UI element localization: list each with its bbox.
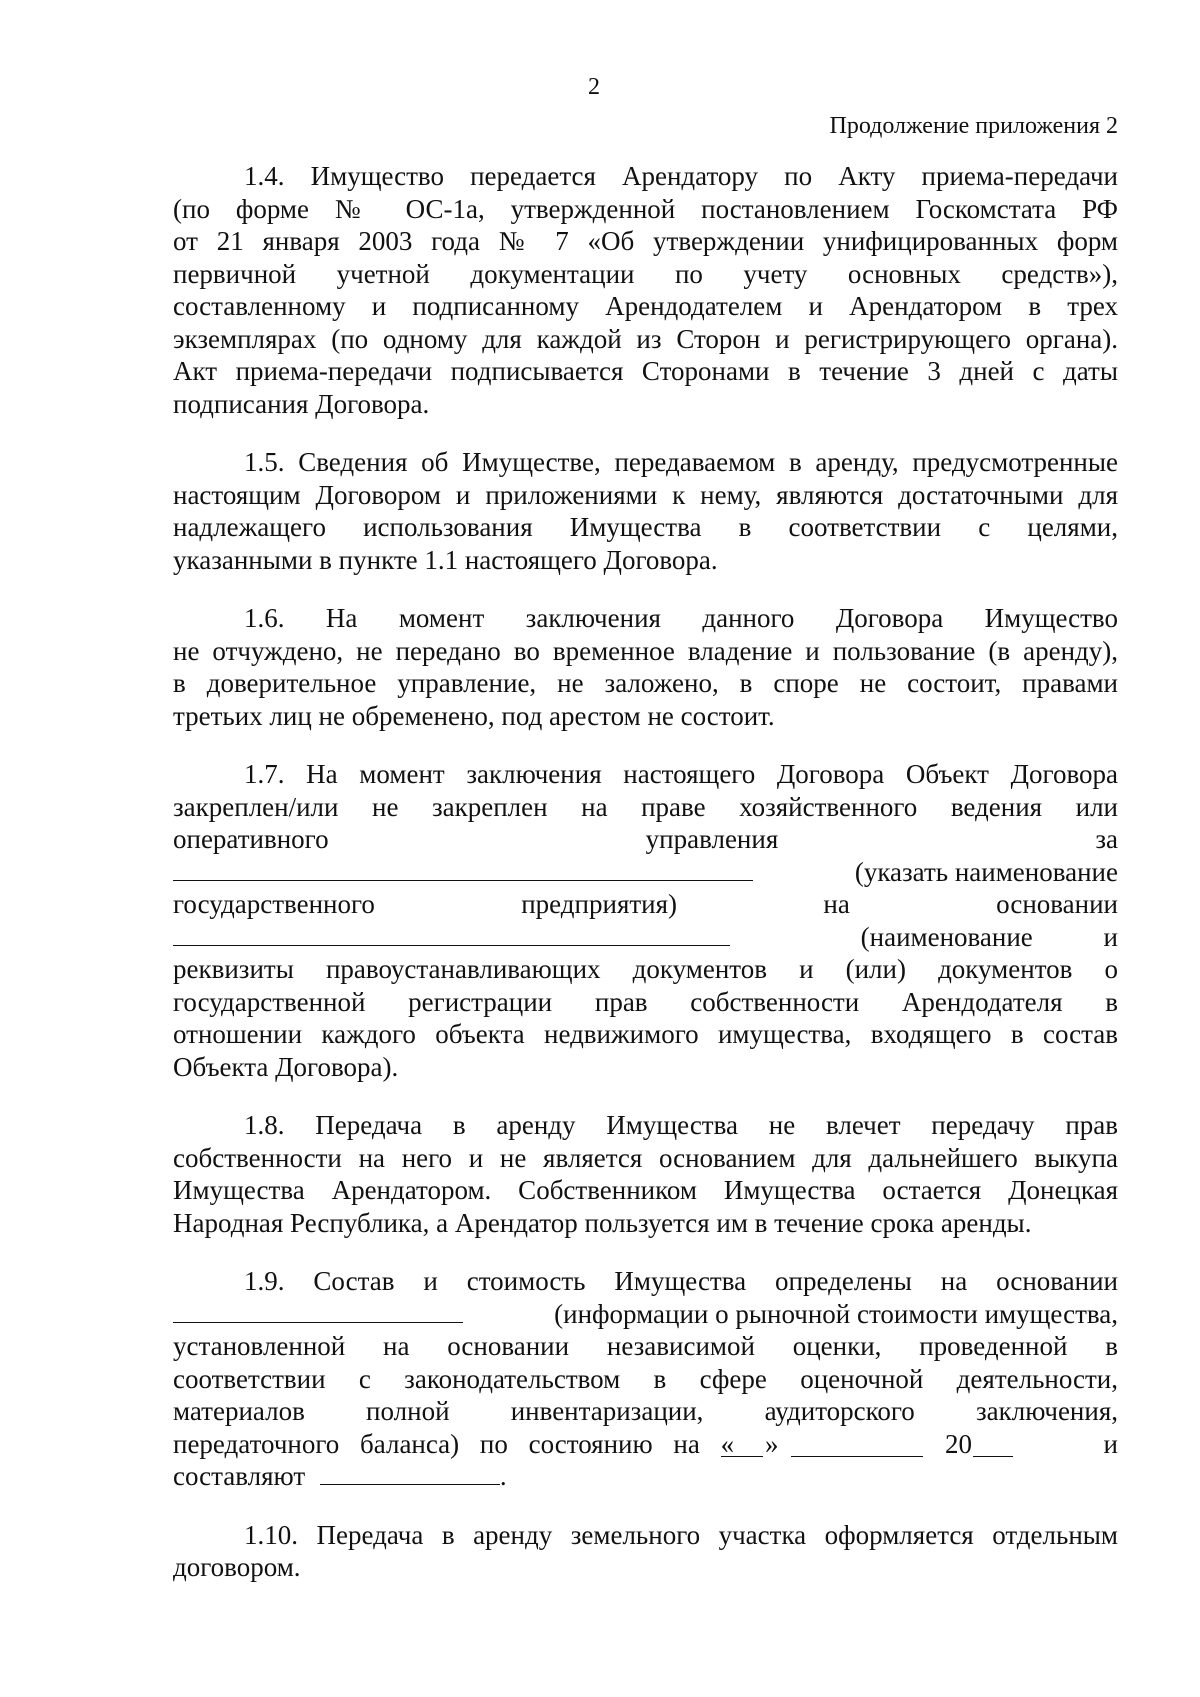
clause-text: (наименование и — [860, 921, 1118, 952]
clause-line: составленному и подписанному Арендодателем и Арендатором в трех — [173, 291, 1118, 321]
clause-line: отношении каждого объекта недвижимого имущества, входящего в состав — [173, 1019, 1118, 1049]
clause-text: » — [765, 1428, 779, 1459]
document-body — [173, 160, 1118, 1610]
clause-line: третьих лиц не обременено, под арестом не состоит. — [173, 700, 775, 731]
clause-text: (указать наименование — [854, 856, 1118, 887]
clause-line: первичной учетной документации по учету основных средств»), — [173, 258, 1118, 289]
fill-in-blank-amount — [320, 1460, 500, 1485]
clause-line: 1.10. Передача в аренду земельного участка оформляется отдельным — [244, 1519, 1118, 1550]
clause-line: собственности на него и не является основанием для дальнейшего выкупа — [173, 1142, 1118, 1173]
clause-line: Объекта Договора). — [173, 1051, 399, 1082]
clause-line: Народная Республика, а Арендатор пользуется им в течение срока аренды. — [173, 1207, 1032, 1238]
clause-text: 20 — [945, 1428, 972, 1459]
clause-line: материалов полной инвентаризации, аудиторского заключения, — [173, 1396, 1118, 1426]
clause-1-9 — [173, 1265, 1118, 1493]
clause-line: государственной регистрации прав собственности Арендодателя в — [173, 986, 1118, 1017]
clause-line: договором. — [173, 1552, 301, 1582]
clause-1-5 — [173, 446, 1118, 576]
clause-line: подписания Договора. — [173, 388, 430, 419]
clause-line: от 21 января 2003 года № 7 «Об утверждении унифицированных форм — [173, 226, 1118, 256]
fill-in-blank-year — [973, 1432, 1013, 1457]
clause-line: установленной на основании независимой оценки, проведенной в — [173, 1331, 1118, 1361]
clause-line: надлежащего использования Имущества в соответствии с целями, — [173, 512, 1118, 542]
clause-line-with-blank — [173, 1298, 1118, 1331]
clause-text: . — [499, 1461, 507, 1491]
clause-text: передаточного баланса) по состоянию на « — [173, 1428, 735, 1459]
clause-line: экземплярах (по одному для каждой из Сторон и регистрирующего органа). — [173, 323, 1118, 354]
clause-text: и — [1103, 1428, 1118, 1459]
clause-line-with-blank — [173, 856, 1118, 889]
fill-in-blank-day — [721, 1432, 763, 1457]
clause-1-10 — [173, 1519, 1118, 1584]
clause-line: указанными в пункте 1.1 настоящего Договора. — [173, 544, 718, 575]
clause-line: 1.6. На момент заключения данного Договора Имущество — [244, 603, 1118, 633]
appendix-continuation-note: Продолжение приложения 2 — [829, 113, 1118, 139]
clause-line: соответствии с законодательством в сфере оценочной деятельности, — [173, 1363, 1118, 1394]
clause-line: настоящим Договором и приложениями к нему, являются достаточными для — [173, 479, 1118, 510]
clause-line: Акт приема-передачи подписывается Сторонами в течение 3 дней с даты — [173, 356, 1118, 386]
page-number: 2 — [588, 74, 600, 100]
clause-1-8 — [173, 1109, 1118, 1239]
fill-in-blank-basis — [173, 1298, 463, 1323]
clause-line-with-blank — [173, 921, 1118, 954]
clause-line: 1.5. Сведения об Имуществе, передаваемом в аренду, предусмотренные — [244, 447, 1118, 477]
clause-line-with-blank — [173, 1460, 1118, 1493]
clause-line: Имущества Арендатором. Собственником Имущества остается Донецкая — [173, 1175, 1118, 1205]
clause-line: закреплен/или не закреплен на праве хозяйственного ведения или — [173, 791, 1118, 822]
fill-in-blank-documents — [173, 921, 730, 946]
clause-text: составляют — [173, 1461, 306, 1491]
clause-line-with-date-blanks — [173, 1428, 1118, 1461]
fill-in-blank-enterprise — [173, 856, 753, 881]
clause-line: в доверительное управление, не заложено, в споре не состоит, правами — [173, 668, 1118, 698]
clause-line: 1.9. Состав и стоимость Имущества определены на основании — [244, 1266, 1118, 1296]
clause-line: оперативного управления за — [173, 824, 1118, 854]
clause-text: (информации о рыночной стоимости имущества, — [554, 1298, 1118, 1329]
clause-line: 1.4. Имущество передается Арендатору по Акту приема-передачи — [244, 161, 1118, 191]
clause-1-7 — [173, 758, 1118, 1083]
fill-in-blank-month — [791, 1432, 923, 1457]
clause-line: 1.8. Передача в аренду Имущества не влечет передачу прав — [244, 1110, 1118, 1140]
clause-1-6 — [173, 602, 1118, 732]
clause-line: (по форме № ОС-1а, утвержденной постановлением Госкомстата РФ — [173, 193, 1118, 224]
clause-line: 1.7. На момент заключения настоящего Договора Объект Договора — [244, 759, 1118, 789]
clause-line: государственного предприятия) на основании — [173, 889, 1118, 919]
clause-line: реквизиты правоустанавливающих документов и (или) документов о — [173, 954, 1118, 984]
clause-1-4 — [173, 160, 1118, 420]
clause-line: не отчуждено, не передано во временное владение и пользование (в аренду), — [173, 635, 1118, 666]
